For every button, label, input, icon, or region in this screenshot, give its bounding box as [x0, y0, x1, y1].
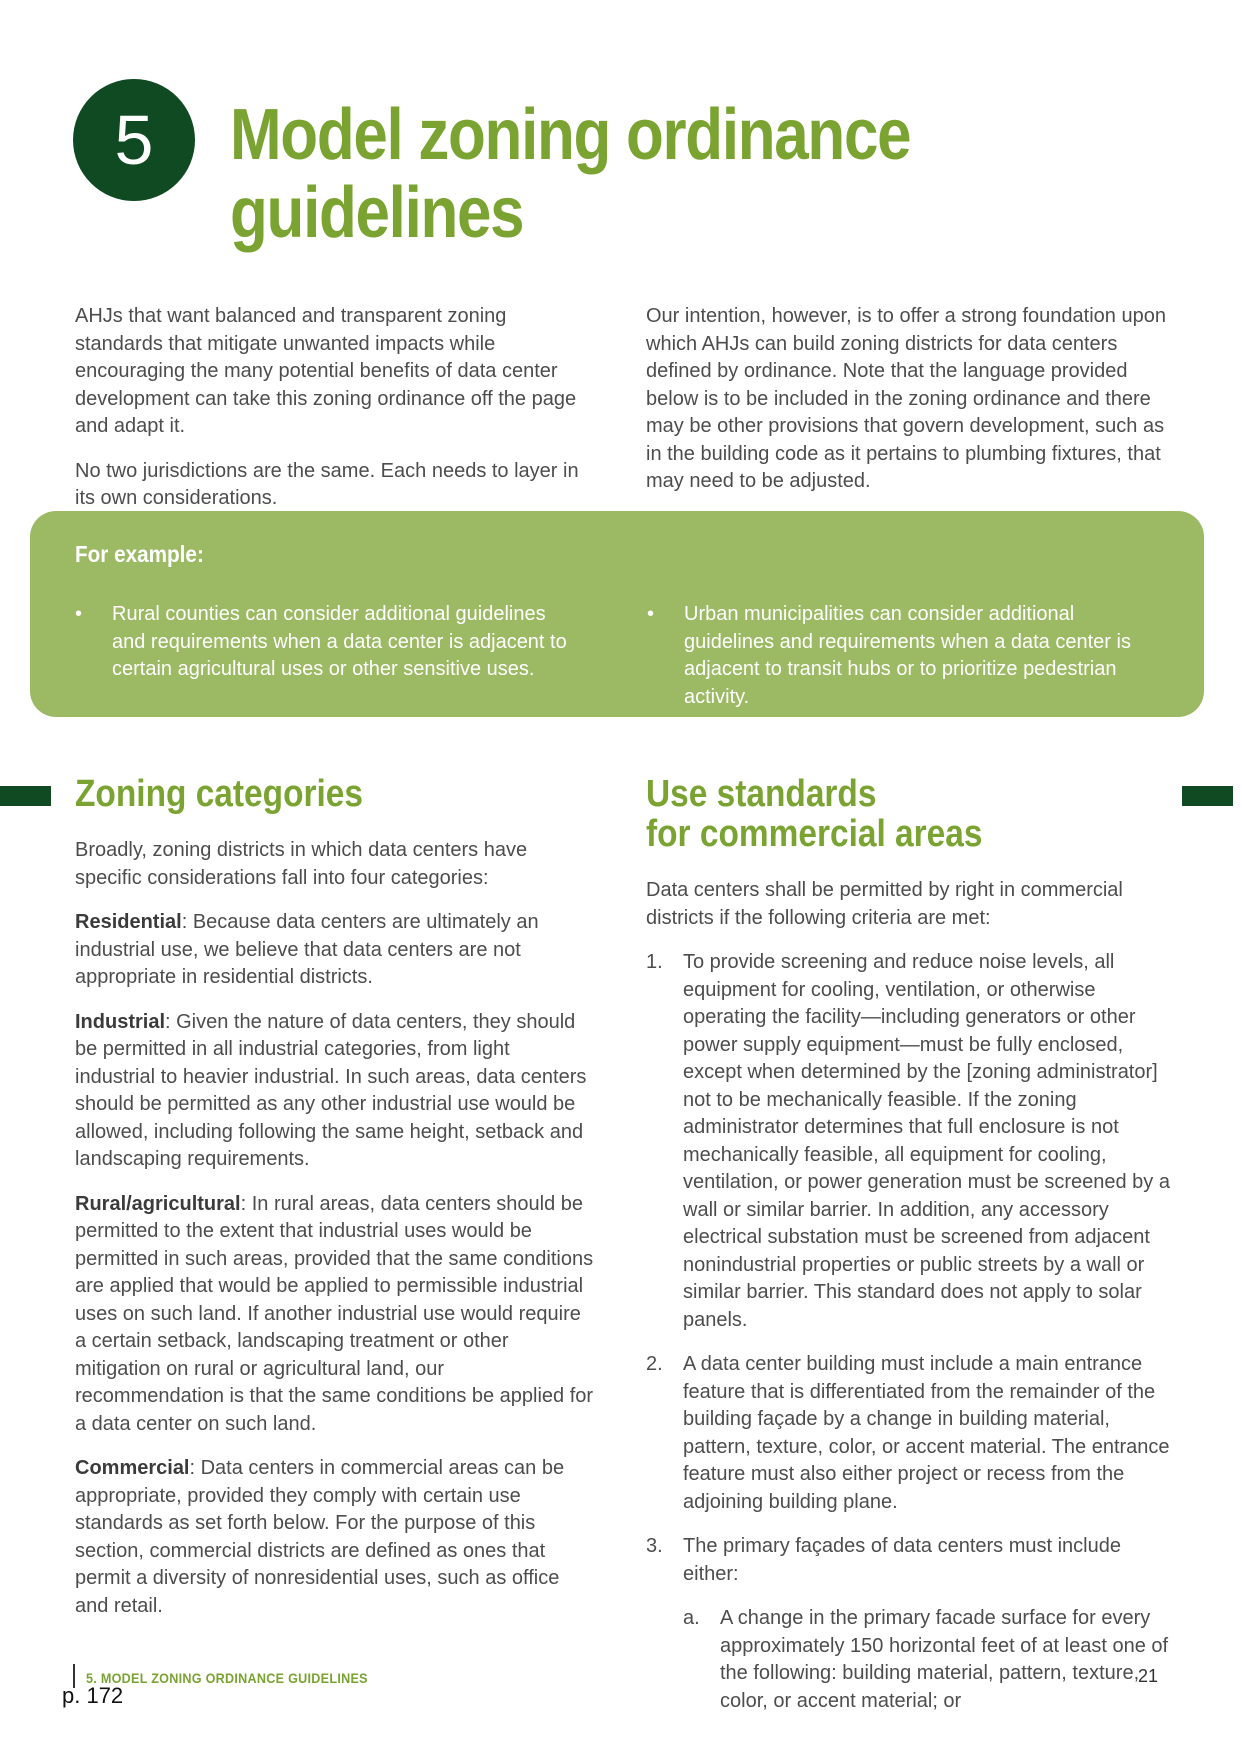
criteria-sub-list: [683, 1605, 1176, 1715]
page-title-line2: guidelines: [230, 173, 524, 253]
page-number: 21: [1138, 1666, 1159, 1686]
use-standards-intro: Data centers shall be permitted by right in commercial districts if the following criteria are met:: [646, 879, 1123, 929]
page-stamp: p. 172: [62, 1683, 124, 1708]
sub-list-letter: a.: [683, 1607, 700, 1629]
zoning-category: [75, 1009, 595, 1174]
use-standards-heading: [646, 774, 982, 854]
chapter-number: 5: [114, 101, 154, 179]
callout-item-text: Rural counties can consider additional guidelines and requirements when a data center is adjacent to certain agricultural uses or other sensitive uses.: [112, 603, 567, 680]
category-term: Residential: [75, 911, 182, 933]
criteria-item: [646, 1351, 1176, 1516]
category-text: : Because data centers are ultimately an industrial use, we believe that data centers are not appropriate in residential districts.: [75, 911, 539, 988]
chapter-number-badge: [73, 79, 195, 201]
intro-right-column: [646, 303, 1166, 513]
zoning-categories-section: [75, 837, 595, 1637]
page-title: [230, 96, 1073, 252]
criteria-text: To provide screening and reduce noise levels, all equipment for cooling, ventilation, or otherwise operating the facility—including generators or other power supply equipment—must be fully enclosed, except when determined by the [zoning administrator] not to be mechanically feasible. If the zoning administrator determines that full enclosure is not mechanically feasible, all equipment for cooling, ventilation, or power generation must be screened by a wall or similar barrier. In addition, any accessory electrical substation must be screened from adjacent nonindustrial properties or public streets by a wall or similar barrier. This standard does not apply to solar panels.: [683, 951, 1170, 1331]
intro-paragraph: No two jurisdictions are the same. Each needs to layer in its own considerations.: [75, 459, 579, 509]
section-marker-bar: [0, 786, 51, 806]
callout-item: [75, 601, 575, 684]
criteria-item: [646, 1533, 1176, 1715]
zoning-category: [75, 909, 595, 992]
bullet-icon: •: [75, 603, 83, 625]
use-standards-section: [646, 877, 1176, 1732]
zoning-category: [75, 1191, 595, 1439]
callout-item: [647, 601, 1147, 711]
callout-list-right: [647, 601, 1147, 711]
callout-item-text: Urban municipalities can consider additional guidelines and requirements when a data center is adjacent to transit hubs or to prioritize pedestrian activity.: [684, 603, 1131, 708]
category-text: : Data centers in commercial areas can be appropriate, provided they comply with certain use standards as set forth below. For the purpose of this section, commercial districts are defined as ones that permit a diversity of nonresidential uses, such as office and retail.: [75, 1457, 565, 1617]
category-term: Rural/agricultural: [75, 1192, 241, 1215]
example-callout-box: [30, 511, 1204, 717]
criteria-sub-item: [683, 1605, 1176, 1715]
intro-paragraph: AHJs that want balanced and transparent zoning standards that mitigate unwanted impacts while encouraging the many potential benefits of data center development can take this zoning ordinance off the page and adapt it.: [75, 305, 577, 437]
category-text: : Given the nature of data centers, they should be permitted in all industrial categories, from light industrial to heavier industrial. In such areas, data centers should be permitted as any other industrial use would be allowed, including following the same height, setback and landscaping requirements.: [75, 1010, 587, 1170]
callout-heading: For example:: [75, 541, 204, 567]
section-marker-bar: [1182, 786, 1233, 806]
list-number: 3.: [646, 1535, 663, 1557]
footer-section-label: 5. MODEL ZONING ORDINANCE GUIDELINES: [86, 1670, 368, 1686]
category-term: Commercial: [75, 1457, 190, 1479]
use-standards-heading-line2: for commercial areas: [646, 813, 983, 855]
category-text: : In rural areas, data centers should be permitted to the extent that industrial uses would be permitted in such areas, provided that the same conditions are applied that would be applied to permissible industrial uses on such land. If another industrial use would require a certain setback, landscaping treatment or other mitigation on rural or agricultural land, our recommendation is that the same conditions be applied for a data center on such land.: [75, 1192, 594, 1435]
intro-left-column: [75, 303, 595, 530]
criteria-sub-text: A change in the primary facade surface for every approximately 150 horizontal feet of at least one of the following: building material, pattern, texture, color, or accent material; or: [720, 1607, 1169, 1712]
zoning-categories-heading: Zoning categories: [75, 773, 364, 815]
criteria-text: A data center building must include a main entrance feature that is differentiated from the remainder of the building façade by a change in building material, pattern, texture, color, or accent material. The entrance feature must also either project or recess from the adjoining building plane.: [683, 1353, 1170, 1513]
category-term: Industrial: [75, 1010, 166, 1033]
zoning-category: [75, 1455, 595, 1620]
list-number: 2.: [646, 1353, 663, 1375]
callout-list-left: [75, 601, 575, 684]
list-number: 1.: [646, 951, 663, 973]
intro-paragraph: Our intention, however, is to offer a strong foundation upon which AHJs can build zoning districts for data centers defined by ordinance. Note that the language provided below is to be included in the zoning ordinance and there may be other provisions that govern development, such as in the building code as it pertains to plumbing fixtures, that may need to be adjusted.: [646, 305, 1166, 492]
criteria-text: The primary façades of data centers must include either:: [683, 1535, 1121, 1585]
criteria-list: [646, 949, 1176, 1715]
criteria-item: [646, 949, 1176, 1334]
bullet-icon: •: [647, 603, 655, 625]
page-title-line1: Model zoning ordinance: [230, 95, 911, 175]
use-standards-heading-line1: Use standards: [646, 773, 877, 815]
zoning-intro: Broadly, zoning districts in which data centers have specific considerations fall into four categories:: [75, 839, 528, 889]
